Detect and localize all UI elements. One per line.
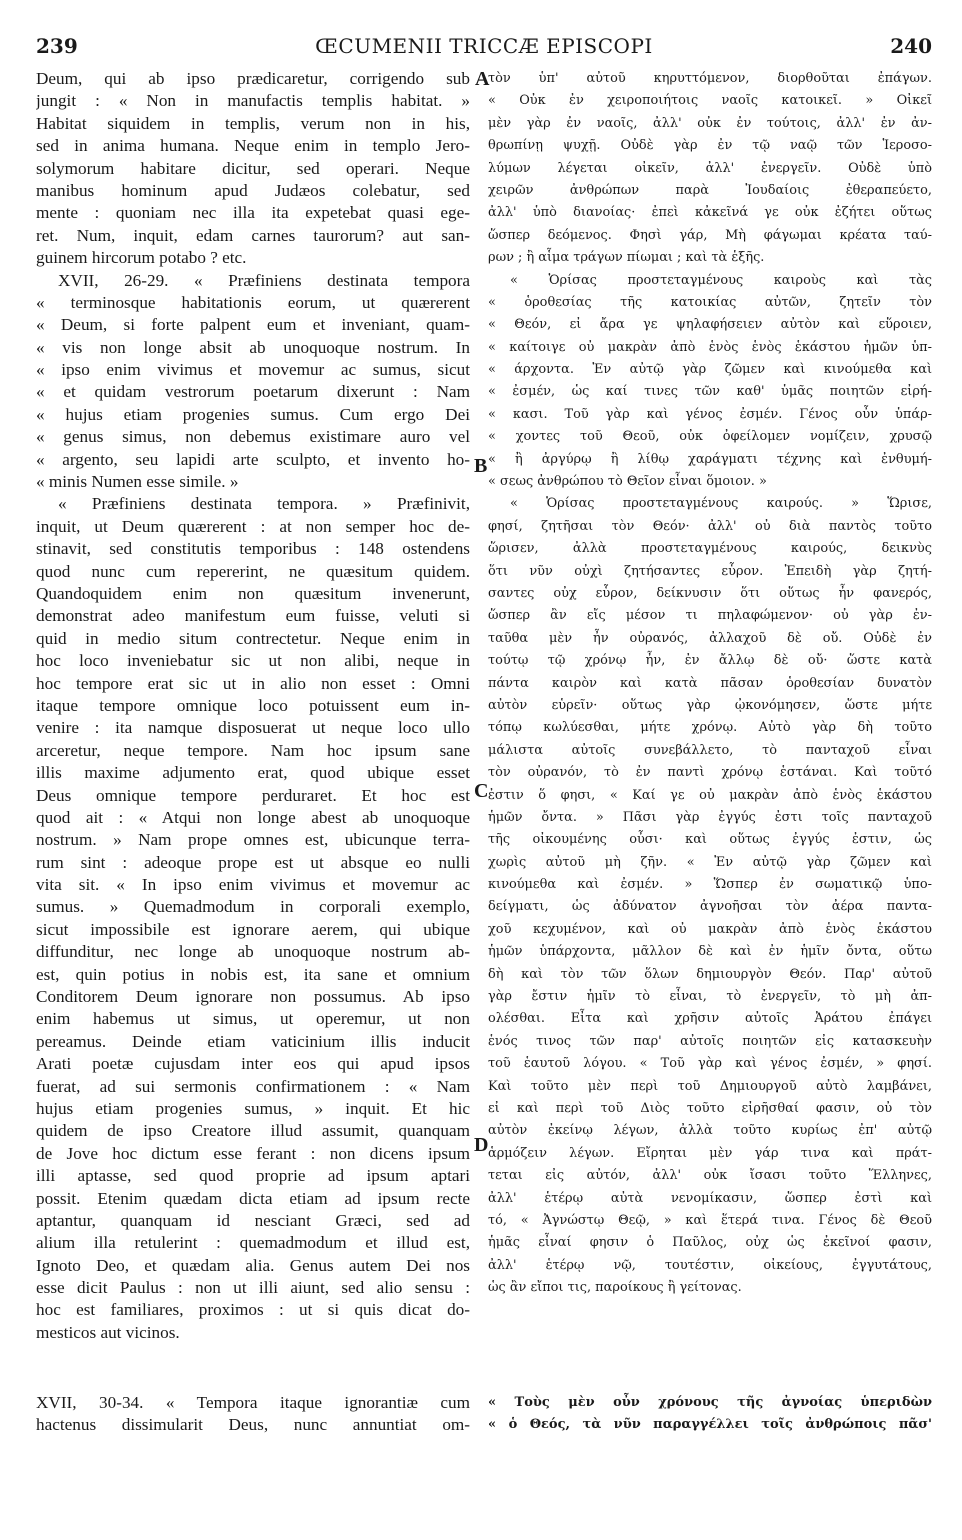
latin-text-line: hujus etiam progenies sumus, » inquit. Et hic (36, 1098, 470, 1118)
latin-continuation (36, 1392, 470, 1437)
latin-text-line: de Jove hoc dictum esse ferant : non dicens ipsum (36, 1143, 470, 1163)
page-header (36, 34, 932, 60)
latin-text-line: hoc tempore erat sic ut in alio non esset : Omni (36, 673, 470, 693)
greek-text-line: τοῦ ἑαυτοῦ λόγου. « Τοῦ γὰρ καὶ γένος ἐσμέν, » φησί. (488, 1056, 932, 1072)
greek-text-line: ολέσθαι. Εἶτα καὶ χρῆσιν αὐτοῖς Ἀράτου ἐπάγει (488, 1011, 932, 1027)
greek-text-line: τὸν οὐρανόν, τὸ ἐν παντὶ χρόνῳ ἑστάναι. Καὶ τοῦτό (488, 765, 932, 781)
greek-text-line: λύμων λέγεται οἰκεῖν, ἀλλ' ἐνεργεῖν. Οὐδὲ ὑπὸ (488, 160, 932, 176)
greek-text-line: τεται εἰς αὐτόν, ἀλλ' οὐκ ἴσασι τοῦτο Ἕλληνες, (488, 1168, 932, 1184)
latin-text-line: solymorum habitare dicitur, sed operari. Neque (36, 158, 470, 178)
latin-text-line: XVII, 26-29. « Præfiniens destinata tempora (58, 270, 470, 290)
greek-text-line: ἁρμόζειν λέγων. Εἴρηται μὲν γάρ τινα καὶ πράτ- (488, 1145, 932, 1161)
greek-text-line: ἡμῶν ὄντα. » Πᾶσι γὰρ ἐγγύς ἐστι τοῖς πανταχοῦ (488, 809, 932, 825)
page-number-right: 240 (890, 34, 932, 58)
latin-text-line: sed in anima humana. Neque enim in templo Jero- (36, 136, 470, 156)
greek-text-line: « Οὐκ ἐν χειροποιήτοις ναοῖς κατοικεῖ. » Οἰκεῖ (488, 93, 932, 109)
latin-text-line: demonstrat adeo manifestum eum fuisse, veluti si (36, 606, 470, 626)
running-title: ŒCUMENII TRICCÆ EPISCOPI (315, 34, 653, 58)
greek-text-line: « κασι. Τοῦ γὰρ καὶ γένος ἐσμέν. Γένος οὖν ὑπάρ- (488, 406, 932, 422)
latin-text-line: manibus hominum apud Judæos colebatur, sed (36, 180, 470, 200)
latin-column (36, 68, 470, 1344)
greek-text-line: κινούμεθα καὶ ἐσμέν. » Ὥσπερ ἐν σωματικῷ ὑπο- (488, 877, 932, 893)
latin-text-line: « et quidam vestrorum poetarum dixerunt : Nam (36, 382, 470, 402)
latin-text-line: Quandoquidem enim non quæsitum invenerunt, (36, 583, 470, 603)
latin-text-line: Ignoto Deo, et quædam alia. Genus autem Dei nos (36, 1255, 470, 1275)
greek-text-line: « ὁροθεσίας τῆς κατοικίας αὐτῶν, ζητεῖν τὸν (488, 294, 932, 310)
greek-text-line: Καὶ τοῦτο μὲν περὶ τοῦ Δημιουργοῦ αὐτὸ λαμβάνει, (488, 1078, 932, 1094)
greek-text-line: ὥσπερ ἂν εἴς μέσον τι πηλαφώμενον· οὐ γὰρ ἐν- (488, 608, 932, 624)
greek-text-line: ρων ; ἢ αἷμα τράγων πίωμαι ; καὶ τὰ ἑξῆς. (488, 250, 765, 266)
greek-text-line: χοῦ κεχυμένον, καὶ οὐ μακρὰν ἀπὸ ἑνὸς ἑκάστου (488, 921, 932, 937)
greek-text-line: δὴ καὶ τὸν τῶν ὅλων δημιουργὸν Θεόν. Παρ' αὐτοῦ (488, 966, 932, 982)
latin-text-line: « Deum, si forte palpent eum et inveniant, quam- (36, 315, 470, 335)
latin-text-line: enim habemus ut simus, ut operemur, ut non (36, 1009, 470, 1029)
latin-text-line: « vis non longe absit ab unoquoque nostrum. In (36, 337, 470, 357)
latin-text-line: hoc est familiares, proximos : ut si quis dicat do- (36, 1300, 470, 1320)
greek-text-line: ὡς ἂν εἴποι τις, παροίκους ἢ γείτονας. (488, 1280, 742, 1296)
latin-text-line: quidem de ipso Creatore illud assumit, quanquam (36, 1121, 470, 1141)
greek-text-line: ἡμῶν ὑπάρχοντα, μᾶλλον δὲ καὶ ἐν ἡμῖν ὄντα, οὕτω (488, 944, 932, 960)
section-marker-c: C (474, 780, 489, 802)
latin-text-line: jungit : « Non in manufactis templis habitat. » (36, 91, 470, 111)
greek-text-line: γὰρ ἔστιν ἡμῖν τὸ εἶναι, τὸ ἐνεργεῖν, τὸ μὴ ἀπ- (488, 989, 932, 1005)
greek-text-line: αὐτὸν εὑρεῖν· οὕτως γὰρ ᾠκονόμησεν, ὥστε μήτε (488, 697, 932, 713)
latin-text-line: itaque tempore omnique loco potuissent eum in- (36, 695, 470, 715)
latin-text-line: est, quin potius in nobis est, ita sane et omnium (36, 964, 470, 984)
greek-text-line: εἰ καὶ περὶ τοῦ Διὸς τοῦτο εἰρῆσθαί φασιν, οὐ τὸν (488, 1100, 932, 1116)
greek-text-line: ἐστιν ὅ φησι, « Καί γε οὐ μακρὰν ἀπὸ ἑνὸς ἑκάστου (488, 787, 932, 803)
greek-text-line: τὸν ὑπ' αὐτοῦ κηρυττόμενον, διορθοῦται ἐπάγων. (488, 71, 932, 86)
greek-text-line: αὐτὸν ἐκείνῳ λέγων, ἀλλὰ τοῦτο κυρίως ἐπ' αὐτῷ (488, 1123, 932, 1139)
latin-text-line: rum sint : adeoque prope est ut absque eo nulli (36, 852, 470, 872)
latin-text-line: possit. Etenim quædam dicta etiam ad ipsum recte (36, 1188, 470, 1208)
greek-text-line: φησί, ζητῆσαι τὸν Θεόν· ἀλλ' οὐ διὰ παντὸς τοῦτο (488, 518, 932, 534)
greek-text-line: τόπῳ κωλύεσθαι, μήτε χρόνῳ. Αὐτὸ γὰρ δὴ τοῦτο (488, 720, 932, 736)
latin-text-line: Deum, qui ab ipso prædicaretur, corrigendo sub (36, 69, 470, 88)
greek-text-line: ἀλλ' ὑπὸ διανοίας· ἐπεὶ κἀκεῖνά γε οὐκ ἐζήτει οὕτως (488, 205, 932, 221)
greek-text-line: « καίτοιγε οὐ μακρὰν ἀπὸ ἑνὸς ἑνὸς ἑκάστου ἡμῶν ὑπ- (488, 339, 932, 355)
greek-text-line: « Ὁρίσας προστεταγμένους καιροὺς καὶ τὰς (510, 272, 932, 288)
latin-text-line: XVII, 30-34. « Tempora itaque ignorantiæ cum (36, 1393, 470, 1412)
latin-text-line: illi aptasse, sed quod proprie ad ipsum aptari (36, 1166, 470, 1186)
greek-text-line: ὥσπερ δεόμενος. Φησὶ γάρ, Μὴ φάγωμαι κρέατα ταύ- (488, 227, 932, 243)
greek-text-line: ταῦθα μὲν ἦν οὐρανός, ἀλλαχοῦ δὲ οὔ. Οὐδὲ ἐν (488, 630, 932, 646)
latin-text-line: Deus omnique tempore perduraret. Et hoc est (36, 785, 470, 805)
latin-text-line: quod nunc cum repererint, ne quæsitum quidem. (36, 561, 470, 581)
latin-text-line: illis maxime adjumento erat, quod ubique esset (36, 763, 470, 783)
latin-text-line: vita sit. « In ipso enim vivimus et movemur ac (36, 875, 470, 895)
greek-text-line: ἀλλ' ἑτέρῳ νῷ, τουτέστιν, οἰκείους, ἐγγυτάτους, (488, 1257, 932, 1273)
page-number-left: 239 (36, 34, 78, 58)
greek-text-line: « Θεόν, εἰ ἄρα γε ψηλαφήσειεν αὐτὸν καὶ εὕροιεν, (488, 317, 932, 333)
greek-column (488, 68, 932, 1299)
latin-text-line: sicut impossibile est ignorare aerem, qui ubique (36, 919, 470, 939)
greek-text-line: σαντες οὐχ εὗρον, δείκνυσιν ὅτι οὕτως ἦν φανερός, (488, 585, 932, 601)
latin-text-line: Conditorem Deum ignorare non possumus. Ab ipso (36, 987, 470, 1007)
latin-text-line: Arati poetæ cujusdam inter eos qui apud ipsos (36, 1054, 470, 1074)
latin-text-line: aptantur, quanquam id nesciant Græci, sed ad (36, 1210, 470, 1230)
greek-text-line: ἡμᾶς εἶναί φησιν ὁ Παῦλος, οὐχ ὡς ἐκεῖνοί φασιν, (488, 1235, 932, 1251)
greek-text-line: πάντα καιρὸν καὶ κατὰ πᾶσαν ὁροθεσίαν δυνατὸν (488, 675, 932, 691)
latin-text-line: stinavit, sed constitutis temporibus : 148 ostendens (36, 539, 470, 559)
latin-text-line: sumus. » Quemadmodum in corporali exemplo, (36, 897, 470, 917)
greek-text-line: θρωπίνῃ ψυχῇ. Οὐδὲ γὰρ ἐν τῷ ναῷ τῶν Ἱεροσο- (488, 138, 932, 154)
greek-text-line: τούτῳ τῷ χρόνῳ ἦν, ἐν ἄλλῳ δὲ οὔ· ὥστε κατὰ (488, 653, 932, 669)
greek-text-line: τῆς οἰκουμένης οὖσι· καὶ οὕτως ἐγγύς ἐστιν, ὡς (488, 832, 932, 848)
greek-text-line: δείγματι, ὡς ἀδύνατον ἀγνοῆσαι τὸν ἀέρα παντα- (488, 899, 932, 915)
latin-text-line: mente : quoniam nec illa ita expetebat quasi ege- (36, 203, 470, 223)
latin-text-line: « genus simus, non debemus existimare auro vel (36, 427, 470, 447)
latin-text-line: venire : ita namque disposuerat ut neque loco ullo (36, 718, 470, 738)
latin-text-line: diffunditur, nec longe ab unoquoque nostrum ab- (36, 942, 470, 962)
greek-text-line: « ὁ Θεός, τὰ νῦν παραγγέλλει τοῖς ἀνθρώποις πᾶσ' (488, 1417, 932, 1433)
greek-text-line: « σεως ἀνθρώπου τὸ Θεῖον εἶναι ὅμοιον. » (488, 474, 767, 490)
latin-text-line: guinem hircorum potabo ? etc. (36, 248, 247, 268)
latin-text-line: hactenus dissimularit Deus, nunc annuntiat om- (36, 1415, 470, 1435)
latin-text-line: ret. Num, inquit, edam carnes taurorum? aut san- (36, 225, 470, 245)
greek-text-line: « άρχοντα. Ἐν αὐτῷ γὰρ ζῶμεν καὶ κινούμεθα καὶ (488, 362, 932, 378)
latin-text-line: « hujus etiam progenies sumus. Cum ergo Dei (36, 404, 470, 424)
section-marker-d: D (474, 1134, 489, 1156)
latin-text-line: esse dicit Paulus : non ut illi aiunt, sed alio sensu : (36, 1278, 470, 1298)
latin-text-line: « argento, seu lapidi arte sculpto, et invento ho- (36, 449, 470, 469)
greek-text-line: ἀλλ' ἑτέρῳ αὐτὰ νενομίκασιν, ὥσπερ ἐστὶ καὶ (488, 1190, 932, 1206)
latin-text-line: « ipso enim vivimus et movemur ac sumus, sicut (36, 360, 470, 380)
greek-text-line: « ἢ ἀργύρῳ ἢ λίθῳ χαράγματι τέχνης καὶ ἐνθυμή- (488, 451, 932, 467)
greek-text-line: χειρῶν ἀνθρώπων παρὰ Ἰουδαίοις ἐθεραπεύετο, (488, 182, 932, 198)
latin-text-line: « terminosque habitationis eorum, ut quærerent (36, 292, 470, 312)
latin-text-line: nostrum. » Nam prope omnes est, ubicunque terra- (36, 830, 470, 850)
latin-text-line: hoc loco inveniebatur sic ut non alibi, neque in (36, 651, 470, 671)
greek-text-line: ὥρισεν, ἀλλὰ προστεταγμένους καιρούς, δεικνὺς (488, 541, 932, 557)
greek-text-line: μὲν γὰρ ἐν ναοῖς, ἀλλ' οὐκ ἐν τούτοις, ἀλλ' ἐν ἀν- (488, 115, 932, 131)
greek-text-line: « Τοὺς μὲν οὖν χρόνους τῆς ἀγνοίας ὑπεριδὼν (488, 1395, 932, 1410)
section-marker-b: B (474, 455, 488, 477)
greek-text-line: « ἐσμέν, ὡς καί τινες τῶν καθ' ὑμᾶς ποιητῶν εἰρή- (488, 384, 932, 400)
greek-text-line: « Ὁρίσας προστεταγμένους καιρούς. » Ὥρισε, (510, 496, 932, 512)
latin-text-line: « minis Numen esse simile. » (36, 472, 239, 492)
latin-text-line: « Præfiniens destinata tempora. » Præfinivit, (58, 494, 470, 514)
greek-text-line: χωρὶς αὐτοῦ μὴ ζῆν. « Ἐν αὐτῷ γὰρ ζῶμεν καὶ (488, 854, 932, 870)
latin-text-line: quid in medio situm contrectetur. Neque enim in (36, 628, 470, 648)
greek-text-line: ὅτι νῦν οὐχὶ ζητήσαντες εὗρον. Ἐπειδὴ γὰρ ζητή- (488, 563, 932, 579)
latin-text-line: inquit, ut Deum quærerent : at non semper hoc de- (36, 516, 470, 536)
greek-text-line: ἑνός τινος τῶν παρ' αὐτοῖς ποιητῶν εἰς κατασκευὴν (488, 1033, 932, 1049)
greek-text-line: « χοντες τοῦ Θεοῦ, οὐκ ὀφείλομεν νομίζειν, χρυσῷ (488, 429, 932, 445)
greek-text-line: μάλιστα αὐτοῖς συνεβάλλετο, τὸ πανταχοῦ εἶναι (488, 742, 932, 758)
latin-text-line: pereamus. Deinde etiam vaticinium illis inducit (36, 1031, 470, 1051)
latin-text-line: mesticos aut vicinos. (36, 1322, 180, 1342)
latin-text-line: arceretur, neque tempore. Nam hoc ipsum sane (36, 740, 470, 760)
latin-text-line: quod ait : « Atqui non longe abest ab unoquoque (36, 807, 470, 827)
greek-text-line: τό, « Ἀγνώστῳ Θεῷ, » καὶ ἕτερά τινα. Γένος δὲ Θεοῦ (488, 1212, 932, 1228)
latin-text-line: fuerat, ad sui sermonis confirmationem : « Nam (36, 1076, 470, 1096)
latin-text-line: alium illa retulerint : quemadmodum et illud est, (36, 1233, 470, 1253)
section-marker-a: A (475, 68, 490, 90)
latin-text-line: Habitat siquidem in templis, verum non in his, (36, 113, 470, 133)
greek-continuation (488, 1392, 932, 1437)
